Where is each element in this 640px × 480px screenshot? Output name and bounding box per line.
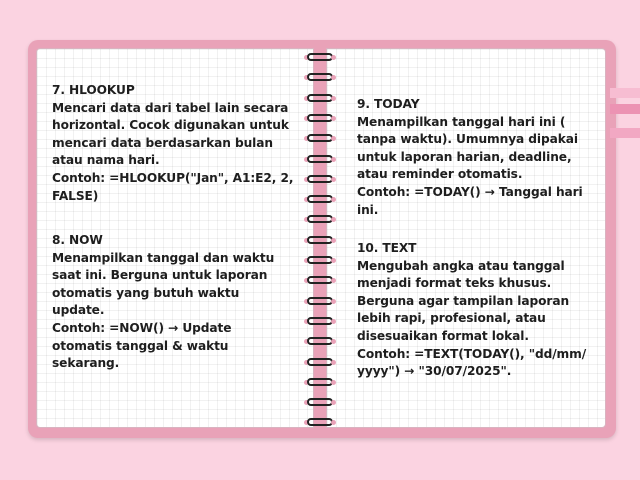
spiral-ring-icon (304, 174, 336, 186)
spiral-ring-icon (304, 72, 336, 84)
spiral-ring-icon (304, 93, 336, 105)
page-tab (610, 88, 640, 98)
spiral-ring-icon (304, 235, 336, 247)
section-body: Mengubah angka atau tanggal menjadi format teks khusus. Berguna agar tampilan laporan lebih rapi, profesional, atau disesuaikan format lokal. Contoh: =TEXT(TODAY(), "dd/mm/ yyyy") → "30/07/2025". (357, 258, 587, 379)
section-hlookup (52, 82, 304, 205)
section-body: Mencari data dari tabel lain secara horizontal. Cocok digunakan untuk mencari data berdasarkan bulan atau nama hari. Contoh: =HLOOKUP("Jan", A1:E2, 2, FALSE) (52, 100, 294, 203)
section-title: 9. TODAY (357, 97, 420, 111)
spiral-ring-icon (304, 255, 336, 267)
spiral-ring-icon (304, 377, 336, 389)
spiral-ring-icon (304, 397, 336, 409)
section-title: 8. NOW (52, 233, 103, 247)
spiral-ring-icon (304, 154, 336, 166)
spiral-ring-icon (304, 133, 336, 145)
spiral-ring-icon (304, 316, 336, 328)
section-title: 10. TEXT (357, 241, 417, 255)
spiral-ring-icon (304, 296, 336, 308)
section-now (52, 232, 292, 373)
section-body: Menampilkan tanggal hari ini ( tanpa waktu). Umumnya dipakai untuk laporan harian, deadline, atau reminder otomatis. Contoh: =TODAY() → Tanggal hari ini. (357, 114, 583, 217)
section-text (357, 240, 589, 381)
spiral-ring-icon (304, 113, 336, 125)
spiral-ring-icon (304, 52, 336, 64)
page-tab (610, 104, 640, 114)
section-title: 7. HLOOKUP (52, 83, 135, 97)
spiral-ring-icon (304, 214, 336, 226)
spiral-ring-icon (304, 417, 336, 429)
spiral-binding (304, 46, 336, 430)
page-tab (610, 128, 640, 138)
section-today (357, 96, 587, 219)
spiral-ring-icon (304, 194, 336, 206)
spiral-ring-icon (304, 336, 336, 348)
section-body: Menampilkan tanggal dan waktu saat ini. Berguna untuk laporan otomatis yang butuh waktu update. Contoh: =NOW() → Update otomatis tanggal & waktu sekarang. (52, 250, 275, 371)
spiral-ring-icon (304, 275, 336, 287)
spiral-ring-icon (304, 357, 336, 369)
